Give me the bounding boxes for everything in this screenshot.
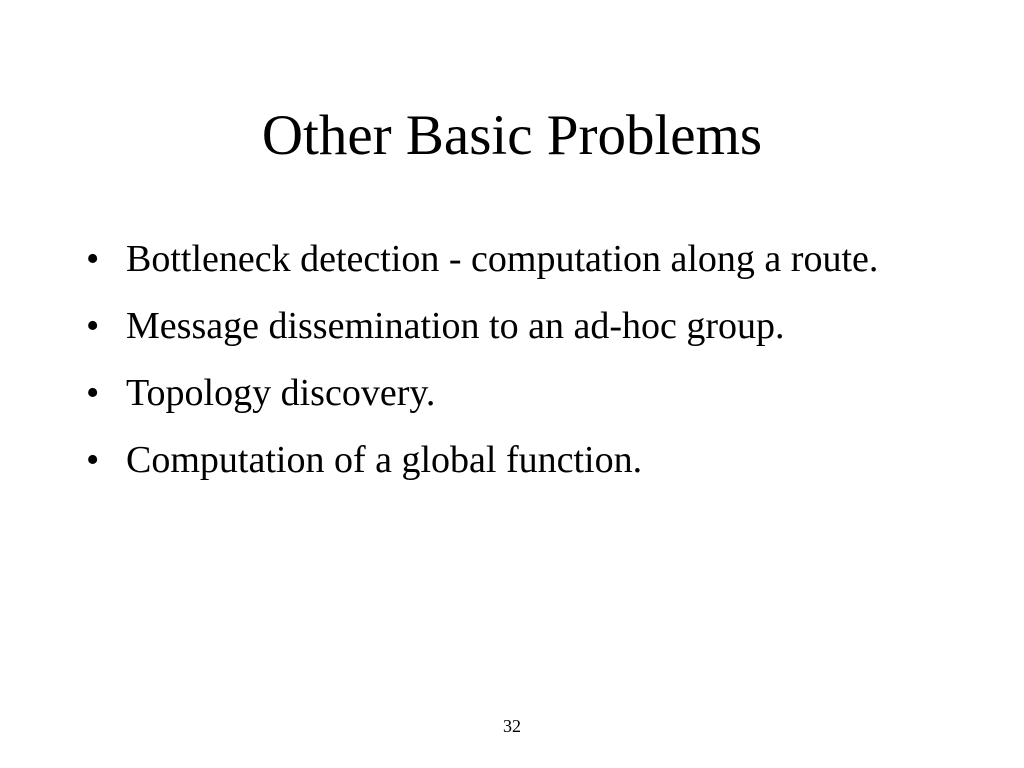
slide-title: Other Basic Problems	[261, 104, 763, 167]
bullet-text: Bottleneck detection - computation along a route.	[126, 238, 879, 280]
bullet-text: Topology discovery.	[126, 372, 436, 414]
bullet-icon: •	[86, 305, 100, 347]
bullet-text: Computation of a global function.	[126, 439, 643, 481]
bullet-icon: •	[86, 238, 100, 280]
bullet-icon: •	[86, 439, 100, 481]
page-number: 32	[503, 716, 521, 736]
bullet-list	[86, 232, 946, 500]
bullet-item-global-function	[86, 433, 946, 487]
bullet-text: Message dissemination to an ad-hoc group.	[126, 305, 785, 347]
bullet-icon: •	[86, 372, 100, 414]
bullet-item-bottleneck-detection	[86, 232, 946, 286]
bullet-item-message-dissemination	[86, 299, 946, 353]
bullet-item-topology-discovery	[86, 366, 946, 420]
